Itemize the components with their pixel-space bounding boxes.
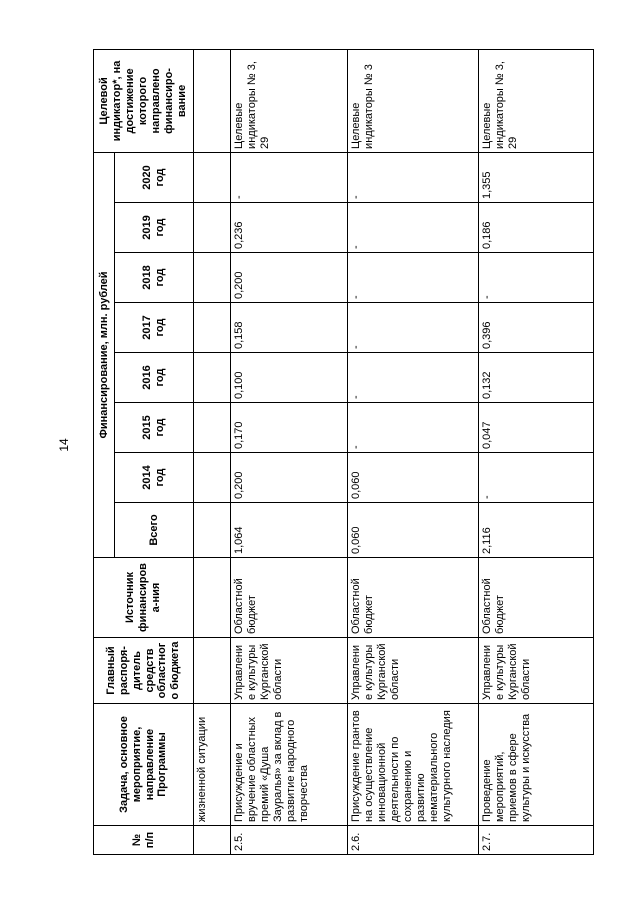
- cell-task: Проведение мероприятий, приемов в сфере культуры и искусства: [479, 704, 594, 826]
- financing-table: [93, 49, 594, 855]
- cell-indicator: Целевые индикаторы № 3, 29: [479, 49, 594, 152]
- header-row-1: [94, 49, 115, 854]
- cell-year-2015: 0,047: [479, 403, 594, 453]
- cell-year-2014: 0,200: [231, 453, 348, 503]
- cell-year-2014: 0,060: [348, 453, 479, 503]
- header-task: Задача, основное мероприятие, направление Программы: [94, 704, 194, 826]
- cell-year-2019: 0,186: [479, 203, 594, 253]
- header-manager: Главный распоря-дитель средств областного бюджета: [94, 638, 194, 704]
- header-year-2016: 2016 год: [115, 353, 194, 403]
- header-year-2014: 2014 год: [115, 453, 194, 503]
- cell-manager: Управление культуры Курганской области: [348, 638, 479, 704]
- cell-source: Областной бюджет: [348, 558, 479, 638]
- cell-source: Областной бюджет: [479, 558, 594, 638]
- cell-manager: Управление культуры Курганской области: [231, 638, 348, 704]
- header-source: Источник финансирова-ния: [94, 558, 194, 638]
- header-financing: Финансирование, млн. рублей: [94, 152, 115, 557]
- cell-indicator: Целевые индикаторы № 3: [348, 49, 479, 152]
- cell-total: 1,064: [231, 503, 348, 558]
- header-num: № п/п: [94, 826, 194, 855]
- header-year-2018: 2018 год: [115, 253, 194, 303]
- cell-year-2014: -: [479, 453, 594, 503]
- cell-total: [194, 503, 231, 558]
- cell-year-2015: -: [348, 403, 479, 453]
- table-container: [93, 50, 640, 855]
- header-year-2019: 2019 год: [115, 203, 194, 253]
- cell-num: 2.7.: [479, 826, 594, 855]
- cell-source: Областной бюджет: [231, 558, 348, 638]
- cell-task: Присуждение и вручение областных премий «Душа Зауралья» за вклад в развитие народного творчества: [231, 704, 348, 826]
- cell-year-2017: 0,396: [479, 303, 594, 353]
- cell-manager: [194, 638, 231, 704]
- cell-year: [194, 253, 231, 303]
- cell-total: 2,116: [479, 503, 594, 558]
- cell-year-2018: 0,200: [231, 253, 348, 303]
- header-year-2015: 2015 год: [115, 403, 194, 453]
- table-row-continuation: [194, 49, 231, 854]
- header-total: Всего: [115, 503, 194, 558]
- cell-year: [194, 203, 231, 253]
- cell-indicator: [194, 49, 231, 152]
- cell-year-2015: 0,170: [231, 403, 348, 453]
- cell-year-2020: -: [231, 152, 348, 202]
- cell-year: [194, 453, 231, 503]
- cell-year: [194, 152, 231, 202]
- cell-total: 0,060: [348, 503, 479, 558]
- cell-year: [194, 353, 231, 403]
- cell-year-2018: -: [479, 253, 594, 303]
- header-indicator: Целевой индикатор*, на достижение которого направлено финансиро-вание: [94, 49, 194, 152]
- cell-year-2016: -: [348, 353, 479, 403]
- cell-year-2016: 0,132: [479, 353, 594, 403]
- cell-source: [194, 558, 231, 638]
- cell-year-2016: 0,100: [231, 353, 348, 403]
- cell-year-2019: 0,236: [231, 203, 348, 253]
- table-row: [231, 49, 348, 854]
- cell-year: [194, 303, 231, 353]
- cell-manager: Управление культуры Курганской области: [479, 638, 594, 704]
- cell-year-2017: -: [348, 303, 479, 353]
- cell-num: 2.6.: [348, 826, 479, 855]
- page-number: 14: [57, 438, 71, 452]
- cell-year-2020: -: [348, 152, 479, 202]
- cell-year-2019: -: [348, 203, 479, 253]
- cell-num: 2.5.: [231, 826, 348, 855]
- cell-task: Присуждение грантов на осуществление инновационной деятельности по сохранению и развитию нематериального культурного наследия: [348, 704, 479, 826]
- table-row: [479, 49, 594, 854]
- cell-year-2018: -: [348, 253, 479, 303]
- cell-indicator: Целевые индикаторы № 3, 29: [231, 49, 348, 152]
- cell-year-2017: 0,158: [231, 303, 348, 353]
- header-year-2020: 2020 год: [115, 152, 194, 202]
- cell-task: жизненной ситуации: [194, 704, 231, 826]
- cell-year-2020: 1,355: [479, 152, 594, 202]
- cell-year: [194, 403, 231, 453]
- header-year-2017: 2017 год: [115, 303, 194, 353]
- cell-num: [194, 826, 231, 855]
- table-row: [348, 49, 479, 854]
